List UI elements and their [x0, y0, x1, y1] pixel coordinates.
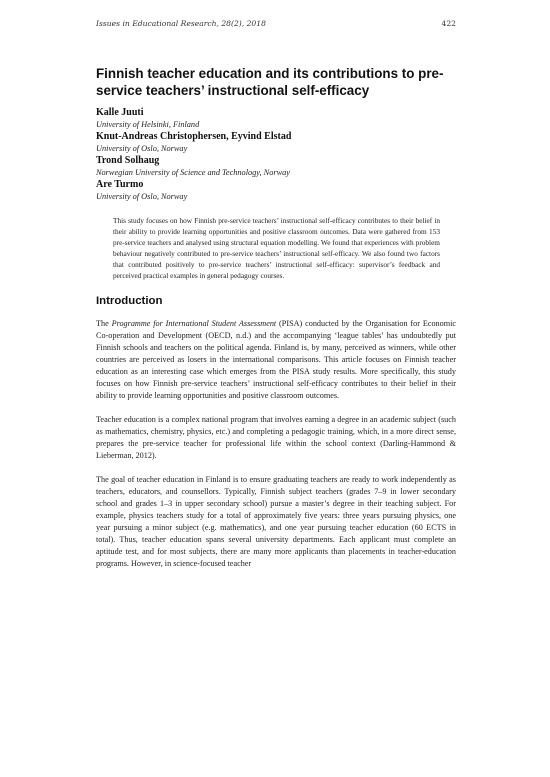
- author-affiliation: Norwegian University of Science and Technology, Norway: [96, 168, 290, 177]
- article-title: Finnish teacher education and its contributions to pre-service teachers’ instructional self-efficacy: [96, 66, 444, 98]
- author-affiliation: University of Oslo, Norway: [96, 192, 188, 201]
- section-heading-introduction: Introduction: [96, 295, 163, 308]
- paragraph-text: (PISA) conducted by the Organisation for Economic Co-operation and Development (OECD, n.d.) and the accompanying ‘league tables’ has undoubtedly put Finnish schools and teachers on the political agenda. Finland is, by many, perceived as winners, while other countries are perceived as losers in the international comparisons. This article focuses on Finnish teacher education as an interesting case which emerges from the PISA study results. More specifically, this study focuses on how Finnish pre-service teachers’ instructional self-efficacy contributes to their belief in their ability to provide learning opportunities and positive classroom outcomes.: [96, 319, 457, 401]
- article-body: [96, 66, 456, 582]
- author-block: [96, 107, 456, 202]
- page-number: 422: [441, 19, 456, 28]
- paragraph-text: The: [96, 319, 112, 329]
- author-name: Trond Solhaug: [96, 155, 160, 166]
- author-name: Kalle Juuti: [96, 107, 144, 118]
- paragraph: The goal of teacher education in Finland is to ensure graduating teachers are ready to work independently as teachers, educators, and counsellors. Typically, Finnish subject teachers (grades 7–9 in lower secondary school and grades 1–3 in upper secondary school) pursue a master’s degree in their teaching subject. For example, physics teachers study for a total of approximately five years: three years pursuing physics, one year pursuing a minor subject (e.g. mathematics), and one year pursuing teacher education (60 ECTS in total). Thus, teacher education spans several university departments. Each applicant must complete an aptitude test, and for most subjects, there are many more applicants than placements in teacher-education programs. However, in science-focused teacher: [96, 475, 456, 569]
- programme-name: Programme for International Student Assessment: [111, 319, 277, 329]
- abstract: This study focuses on how Finnish pre-service teachers’ instructional self-efficacy contributes to their belief in their ability to provide learning opportunities and positive classroom outcomes. Data were gathered from 153 pre-service teachers and analysed using structural equation modelling. We found that experiences with problem behaviour negatively contributed to pre-service teachers’ instructional self-efficacy. We also found two factors that contributed positively to pre-service teachers’ instructional self-efficacy: supervisor’s feedback and perceived practical examples in general pedagogy courses.: [113, 216, 440, 280]
- paragraph: [96, 318, 456, 402]
- author-affiliation: University of Oslo, Norway: [96, 144, 188, 153]
- author-name: Knut-Andreas Christophersen, Eyvind Elstad: [96, 131, 292, 142]
- journal-citation: Issues in Educational Research, 28(2), 2018: [96, 19, 266, 28]
- paragraph: Teacher education is a complex national program that involves earning a degree in an academic subject (such as mathematics, chemistry, physics, etc.) and completing a pedagogic training, which, in a more direct sense, prepares the pre-service teacher for professional life within the school context (Darling-Hammond & Lieberman, 2012).: [96, 415, 456, 461]
- author-name: Are Turmo: [96, 179, 144, 190]
- author-affiliation: University of Helsinki, Finland: [96, 120, 200, 129]
